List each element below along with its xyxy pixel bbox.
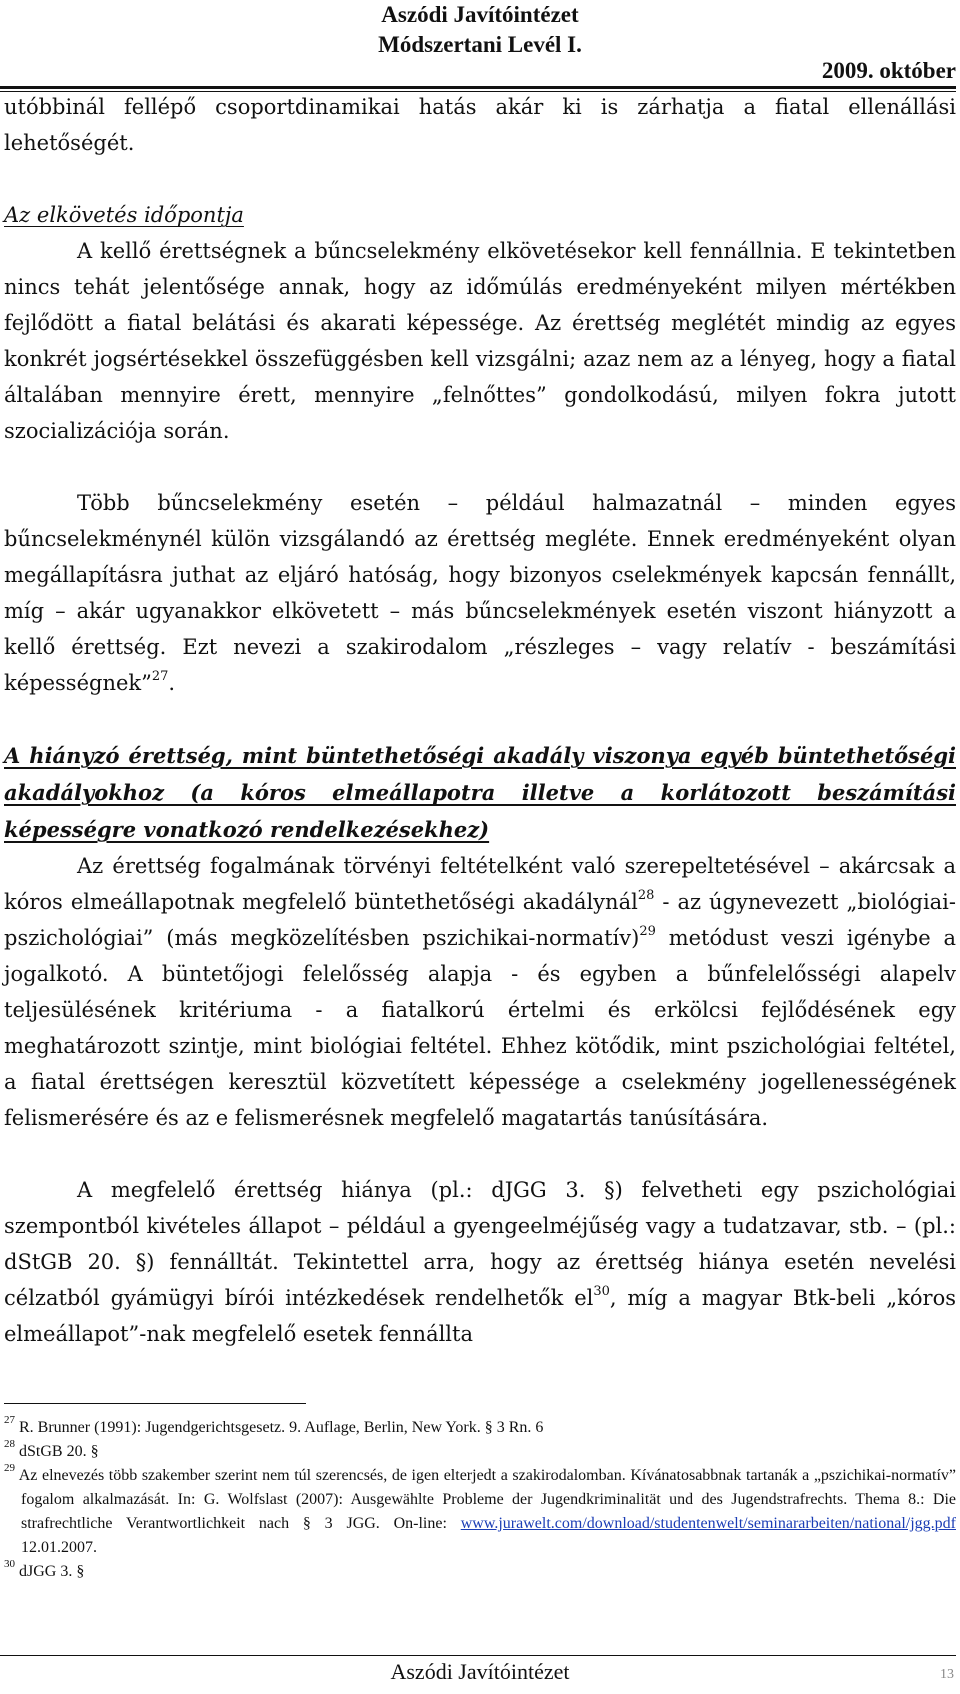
footnotes — [4, 1413, 956, 1584]
header-date: 2009. október — [821, 58, 956, 83]
footnote-ref-28[interactable]: 28 — [637, 888, 655, 903]
section-heading-missing-maturity: A hiányzó érettség, mint büntethetőségi akadály viszonya egyéb büntethetőségi akadályokhoz (a kóros elmeállapotra illetve a korlátozott beszámítási képességre vonatkozó rendelkezésekhez) — [4, 743, 956, 842]
paragraph-multiple-offences: Több bűncselekmény esetén – például halmazatnál – minden egyes bűncselekménynél külön vizsgálandó az érettség megléte. Ennek eredményeként olyan megállapításra juthat az eljáró hatóság, hogy bizonyos cselekmények kapcsán fennállt, míg – akár ugyanakkor elkövetett – más bűncselekmények esetén viszont hiányzott a kellő érettség. Ezt nevezi a szakirodalom „részleges – vagy relatív - beszámítási képességnek”$^{27}$. — [4, 491, 956, 695]
header-document-title: Módszertani Levél I. — [378, 32, 582, 57]
footer-rule — [0, 1655, 956, 1656]
page-number: 13 — [940, 1667, 954, 1682]
footnote-29: $^{29}$ Az elnevezés több szakember szerint nem túl szerencsés, de igen elterjedt a szakirodalomban. Kívánatosabbnak tartanák a „pszichikai-normatív” fogalom alkalmazását. In: G. Wolfslast (2007): Ausgewählte Probleme der Jugendkriminalität und des Jugendstrafrechts. Thema 8.: Die strafrechtliche Verantwortlichkeit nach § 3 JGG. On-line: www.jurawelt.com/download/studentenwelt/seminararbeiten/national/jgg.pdf 12.01.2007. — [4, 1461, 956, 1556]
paragraph-continuation: utóbbinál fellépő csoportdinamikai hatás akár ki is zárhatja a fiatal ellenállási lehetőségét. — [4, 95, 956, 155]
main-text — [4, 89, 956, 1352]
footnote-29-link[interactable]: www.jurawelt.com/download/studentenwelt/seminararbeiten/national/jgg.pdf — [460, 1515, 956, 1532]
footnote-28: $^{28}$ dStGB 20. § — [4, 1437, 99, 1460]
footnote-ref-27[interactable]: 27 — [151, 669, 169, 684]
page-footer: Aszódi Javítóintézet — [390, 1659, 570, 1684]
paragraph-lack-of-maturity: A megfelelő érettség hiánya (pl.: dJGG 3. §) felvetheti egy pszichológiai szempontból kivételes állapot – például a gyengeelméjűség vagy a tudatzavar, stb. – (pl.: dStGB 20. §) fennálltát. Tekintettel arra, hogy az érettség hiánya esetén nevelési célzatból gyámügyi bírói intézkedések rendelhetők $el^{30}$, míg a magyar Btk-beli „kóros elmeállapot”-nak megfelelő esetek fennállta — [4, 1178, 957, 1346]
section-heading-time-of-offence: Az elkövetés időpontja — [4, 203, 244, 227]
footnote-separator — [4, 1403, 306, 1404]
footnote-ref-29[interactable]: 29 — [639, 924, 656, 939]
page-header — [0, 0, 960, 83]
header-institution: Aszódi Javítóintézet — [381, 2, 579, 27]
footnote-27: $^{27}$ R. Brunner (1991): Jugendgerichtsgesetz. 9. Auflage, Berlin, New York. § 3 Rn. 6 — [4, 1413, 544, 1436]
paragraph-maturity-concept: Az érettség fogalmának törvényi feltételként való szerepeltetésével – akárcsak a kóros elmeállapotnak megfelelő büntethetőségi akadálynál$^{28}$ - az úgynevezett „biológiai-pszichológiai” (más megközelítésben pszichikai-normatív)$^{29}$ metódust veszi igénybe a jogalkotó. A büntetőjogi felelősség alapja - és egyben a bűnfelelősségi alapelv teljesülésének kritériuma - a fiatalkorú értelmi és erkölcsi fejlődésének egy meghatározott szintje, mint biológiai feltétel. Ehhez kötődik, mint pszichológiai feltétel, a fiatal érettségen keresztül közvetített képessége a cselekmény jogellenességének felismerésére és az e felismerésnek megfelelő magatartás tanúsítására. — [4, 854, 956, 1130]
footnote-ref-30[interactable]: 30 — [593, 1284, 610, 1299]
footnote-30: $^{30}$ dJGG 3. § — [4, 1557, 85, 1580]
paragraph-time-of-offence: A kellő érettségnek a bűncselekmény elkövetésekor kell fennállnia. E tekintetben nincs tehát jelentősége annak, hogy az időmúlás eredményeként milyen mértékben fejlődött a fiatal belátási és akarati képessége. Az érettség meglétét mindig az egyes konkrét jogsértésekkel összefüggésben kell vizsgálni; azaz nem az a lényeg, hogy a fiatal általában mennyire érett, mennyire „felnőttes” gondolkodású, milyen fokra jutott szocializációja során. — [4, 239, 956, 443]
